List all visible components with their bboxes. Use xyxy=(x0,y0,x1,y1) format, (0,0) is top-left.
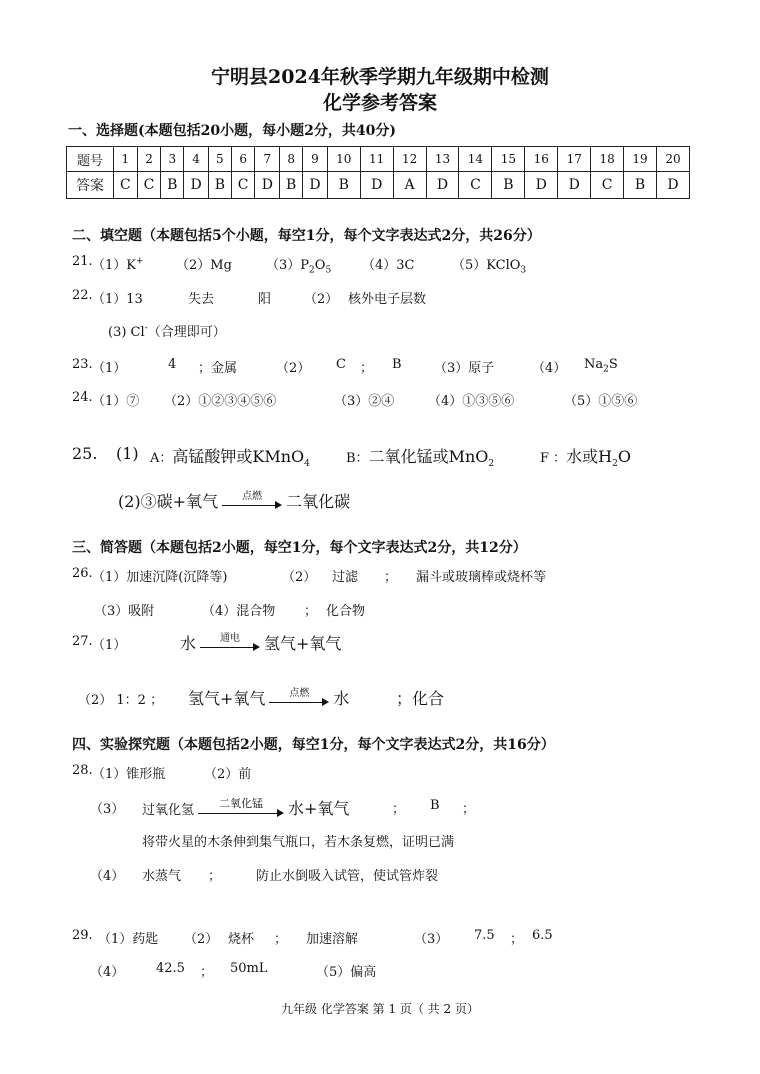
reaction-arrow: 点燃 xyxy=(269,692,329,708)
q26-sep2: ； xyxy=(304,604,318,619)
q23-label-1: （1） xyxy=(92,361,127,376)
q24-number: 24. xyxy=(72,390,93,405)
section-heading-fill: 二、填空题（本题包括5个小题，每空1分，每个文字表达式2分，共26分） xyxy=(72,228,541,244)
q28-answer-4: 水蒸气 xyxy=(142,869,182,884)
q26-answer-3: （3）吸附 xyxy=(94,604,155,619)
q29-answer-2: 烧杯 xyxy=(228,932,255,947)
table-cell: D xyxy=(426,172,459,199)
table-cell: C xyxy=(591,172,624,199)
table-cell: A xyxy=(393,172,426,199)
q28-sep2: ； xyxy=(462,802,476,817)
q29-label-2: （2） xyxy=(184,932,219,947)
table-cell: 16 xyxy=(525,147,558,172)
q29-label-3: （3） xyxy=(414,932,449,947)
q23-answer-1: 4 xyxy=(168,357,177,372)
table-cell: 13 xyxy=(426,147,459,172)
table-cell: B xyxy=(208,172,231,199)
table-cell: B xyxy=(492,172,525,199)
q22-answer-2: 核外电子层数 xyxy=(348,292,427,307)
table-cell: B xyxy=(280,172,303,199)
q27-number: 27. xyxy=(72,634,93,649)
table-cell: D xyxy=(558,172,591,199)
table-row-answers xyxy=(67,172,690,199)
q23-answer-2b: B xyxy=(392,357,402,372)
table-cell: C xyxy=(459,172,492,199)
q25-number: 25. xyxy=(72,444,98,463)
table-cell: B xyxy=(624,172,657,199)
q24-answer-4: （4）①③⑤⑥ xyxy=(428,394,515,409)
q22-answer-3: (3) Cl-（合理即可） xyxy=(108,323,226,340)
q29-answer-1: （1）药匙 xyxy=(98,932,159,947)
q27-answer-2: （2） 1：2 ； xyxy=(78,693,164,708)
table-cell: D xyxy=(255,172,280,199)
q28-equation: 过氧化氢 二氧化锰 水+氧气 xyxy=(142,796,350,818)
q29-answer-4: 42.5 xyxy=(156,961,185,976)
table-cell: D xyxy=(303,172,328,199)
q27-equation-2: 氢气+氧气 点燃 水 xyxy=(188,687,350,708)
table-cell: D xyxy=(525,172,558,199)
table-row-label: 答案 xyxy=(67,172,114,199)
q26-answer-1: （1）加速沉降(沉降等) xyxy=(92,570,228,585)
table-cell: B xyxy=(161,172,184,199)
q21-answer-5: （5）KClO$_3$ xyxy=(452,258,527,276)
q23-number: 23. xyxy=(72,357,93,372)
table-cell: 17 xyxy=(558,147,591,172)
table-cell: 18 xyxy=(591,147,624,172)
q24-answer-3: （3）②④ xyxy=(334,394,395,409)
q28-answer-1: （1）锥形瓶 xyxy=(92,767,166,782)
q22-answer-1a: 失去 xyxy=(188,292,215,307)
q25-answer-b: B：二氧化锰或MnO$_2$ xyxy=(346,447,495,470)
q28-label-3: （3） xyxy=(90,802,125,817)
q23-answer-3: （3）原子 xyxy=(434,361,495,376)
q25-equation: (2)③碳+氧气 点燃 二氧化碳 xyxy=(118,490,351,511)
q29-answer-3: 7.5 xyxy=(474,928,495,943)
q21-number: 21. xyxy=(72,254,93,269)
table-cell: 8 xyxy=(280,147,303,172)
q22-answer-1: （1）13 xyxy=(92,292,143,307)
q26-label-2: （2） xyxy=(282,570,317,585)
q23-label-4: （4） xyxy=(532,361,567,376)
q29-answer-4b: 50mL xyxy=(230,961,268,976)
table-cell: C xyxy=(231,172,255,199)
table-cell: 11 xyxy=(360,147,393,172)
q29-sep2: ； xyxy=(510,932,524,947)
q27-label-1: （1） xyxy=(92,638,127,653)
q27-equation-1: 水 通电 氢气+氧气 xyxy=(180,632,342,653)
q29-answer-5: （5）偏高 xyxy=(316,965,377,980)
q21-answer-4: （4）3C xyxy=(362,258,415,273)
q28-number: 28. xyxy=(72,763,93,778)
table-cell: 9 xyxy=(303,147,328,172)
q28-answer-3b: B xyxy=(430,798,440,813)
q26-answer-4: （4）混合物 xyxy=(202,604,276,619)
q29-answer-3b: 6.5 xyxy=(532,928,553,943)
q25-answer-a: A：高锰酸钾或KMnO$_4$ xyxy=(150,447,310,470)
q22-answer-1b: 阳 xyxy=(258,292,272,307)
q26-number: 26. xyxy=(72,566,93,581)
table-cell: 1 xyxy=(114,147,138,172)
q27-answer-3: ；化合 xyxy=(396,689,445,708)
q28-answer-4b: 防止水倒吸入试管，使试管炸裂 xyxy=(256,869,439,884)
q28-answer-3c: 将带火星的木条伸到集气瓶口，若木条复燃，证明已满 xyxy=(142,835,455,850)
table-cell: 12 xyxy=(393,147,426,172)
q24-answer-1: （1）⑦ xyxy=(92,394,140,409)
table-cell: 2 xyxy=(137,147,161,172)
q24-answer-2: （2）①②③④⑤⑥ xyxy=(164,394,277,409)
table-cell: D xyxy=(360,172,393,199)
table-cell: 10 xyxy=(327,147,360,172)
table-cell: B xyxy=(327,172,360,199)
q26-sep: ； xyxy=(384,570,398,585)
table-cell: 7 xyxy=(255,147,280,172)
table-cell: 3 xyxy=(161,147,184,172)
q26-answer-2b: 漏斗或玻璃棒或烧杯等 xyxy=(416,570,547,585)
table-row-numbers xyxy=(67,147,690,172)
q23-sep: ； xyxy=(360,361,374,376)
q21-answer-2: （2）Mg xyxy=(176,258,232,273)
q22-answer-2-label: （2） xyxy=(304,292,339,307)
table-cell: 14 xyxy=(459,147,492,172)
table-cell: 6 xyxy=(231,147,255,172)
answer-table xyxy=(66,146,690,199)
q23-answer-4: $Na_2S$ xyxy=(584,357,618,375)
q25-label-1: (1) xyxy=(116,444,139,463)
q28-sep: ； xyxy=(392,802,406,817)
q23-answer-1b: ；金属 xyxy=(198,361,238,376)
q26-answer-2: 过滤 xyxy=(332,570,359,585)
q29-sep: ； xyxy=(274,932,288,947)
page-subtitle: 化学参考答案 xyxy=(322,92,437,114)
q21-answer-1: （1）K+ xyxy=(92,256,144,273)
table-cell: 19 xyxy=(624,147,657,172)
reaction-arrow: 点燃 xyxy=(222,495,282,511)
reaction-arrow: 二氧化锰 xyxy=(198,803,284,819)
table-cell: 15 xyxy=(492,147,525,172)
reaction-arrow: 通电 xyxy=(200,637,260,653)
table-cell: C xyxy=(137,172,161,199)
q26-answer-4b: 化合物 xyxy=(326,604,366,619)
table-row-label: 题号 xyxy=(67,147,114,172)
q28-sep3: ； xyxy=(208,869,222,884)
q28-label-4: （4） xyxy=(90,869,125,884)
q28-answer-2: （2）前 xyxy=(204,767,252,782)
table-cell: D xyxy=(184,172,209,199)
page-title: 宁明县2024年秋季学期九年级期中检测 xyxy=(211,66,549,88)
q22-number: 22. xyxy=(72,288,93,303)
section-heading-experiment: 四、实验探究题（本题包括2小题，每空1分，每个文字表达式2分，共16分） xyxy=(72,737,555,753)
section-heading-choice: 一、选择题(本题包括20小题，每小题2分，共40分) xyxy=(68,123,396,139)
table-cell: 20 xyxy=(657,147,690,172)
q24-answer-5: （5）①⑤⑥ xyxy=(564,394,638,409)
q21-answer-3: $(3)P_2O_5$ xyxy=(266,258,332,276)
table-cell: 5 xyxy=(208,147,231,172)
page-footer: 九年级 化学答案 第 1 页（ 共 2 页） xyxy=(281,1002,479,1016)
q25-answer-f: F ：水或$H_2O$ xyxy=(540,447,631,470)
table-cell: C xyxy=(114,172,138,199)
table-cell: 4 xyxy=(184,147,209,172)
q29-label-4: （4） xyxy=(90,965,125,980)
table-cell: D xyxy=(657,172,690,199)
q29-number: 29. xyxy=(72,928,93,943)
section-heading-short-answer: 三、简答题（本题包括2小题，每空1分，每个文字表达式2分，共12分） xyxy=(72,540,527,556)
q29-answer-2b: 加速溶解 xyxy=(306,932,359,947)
q23-label-2: （2） xyxy=(276,361,311,376)
q29-sep3: ； xyxy=(200,965,214,980)
q23-answer-2: C xyxy=(336,357,346,372)
